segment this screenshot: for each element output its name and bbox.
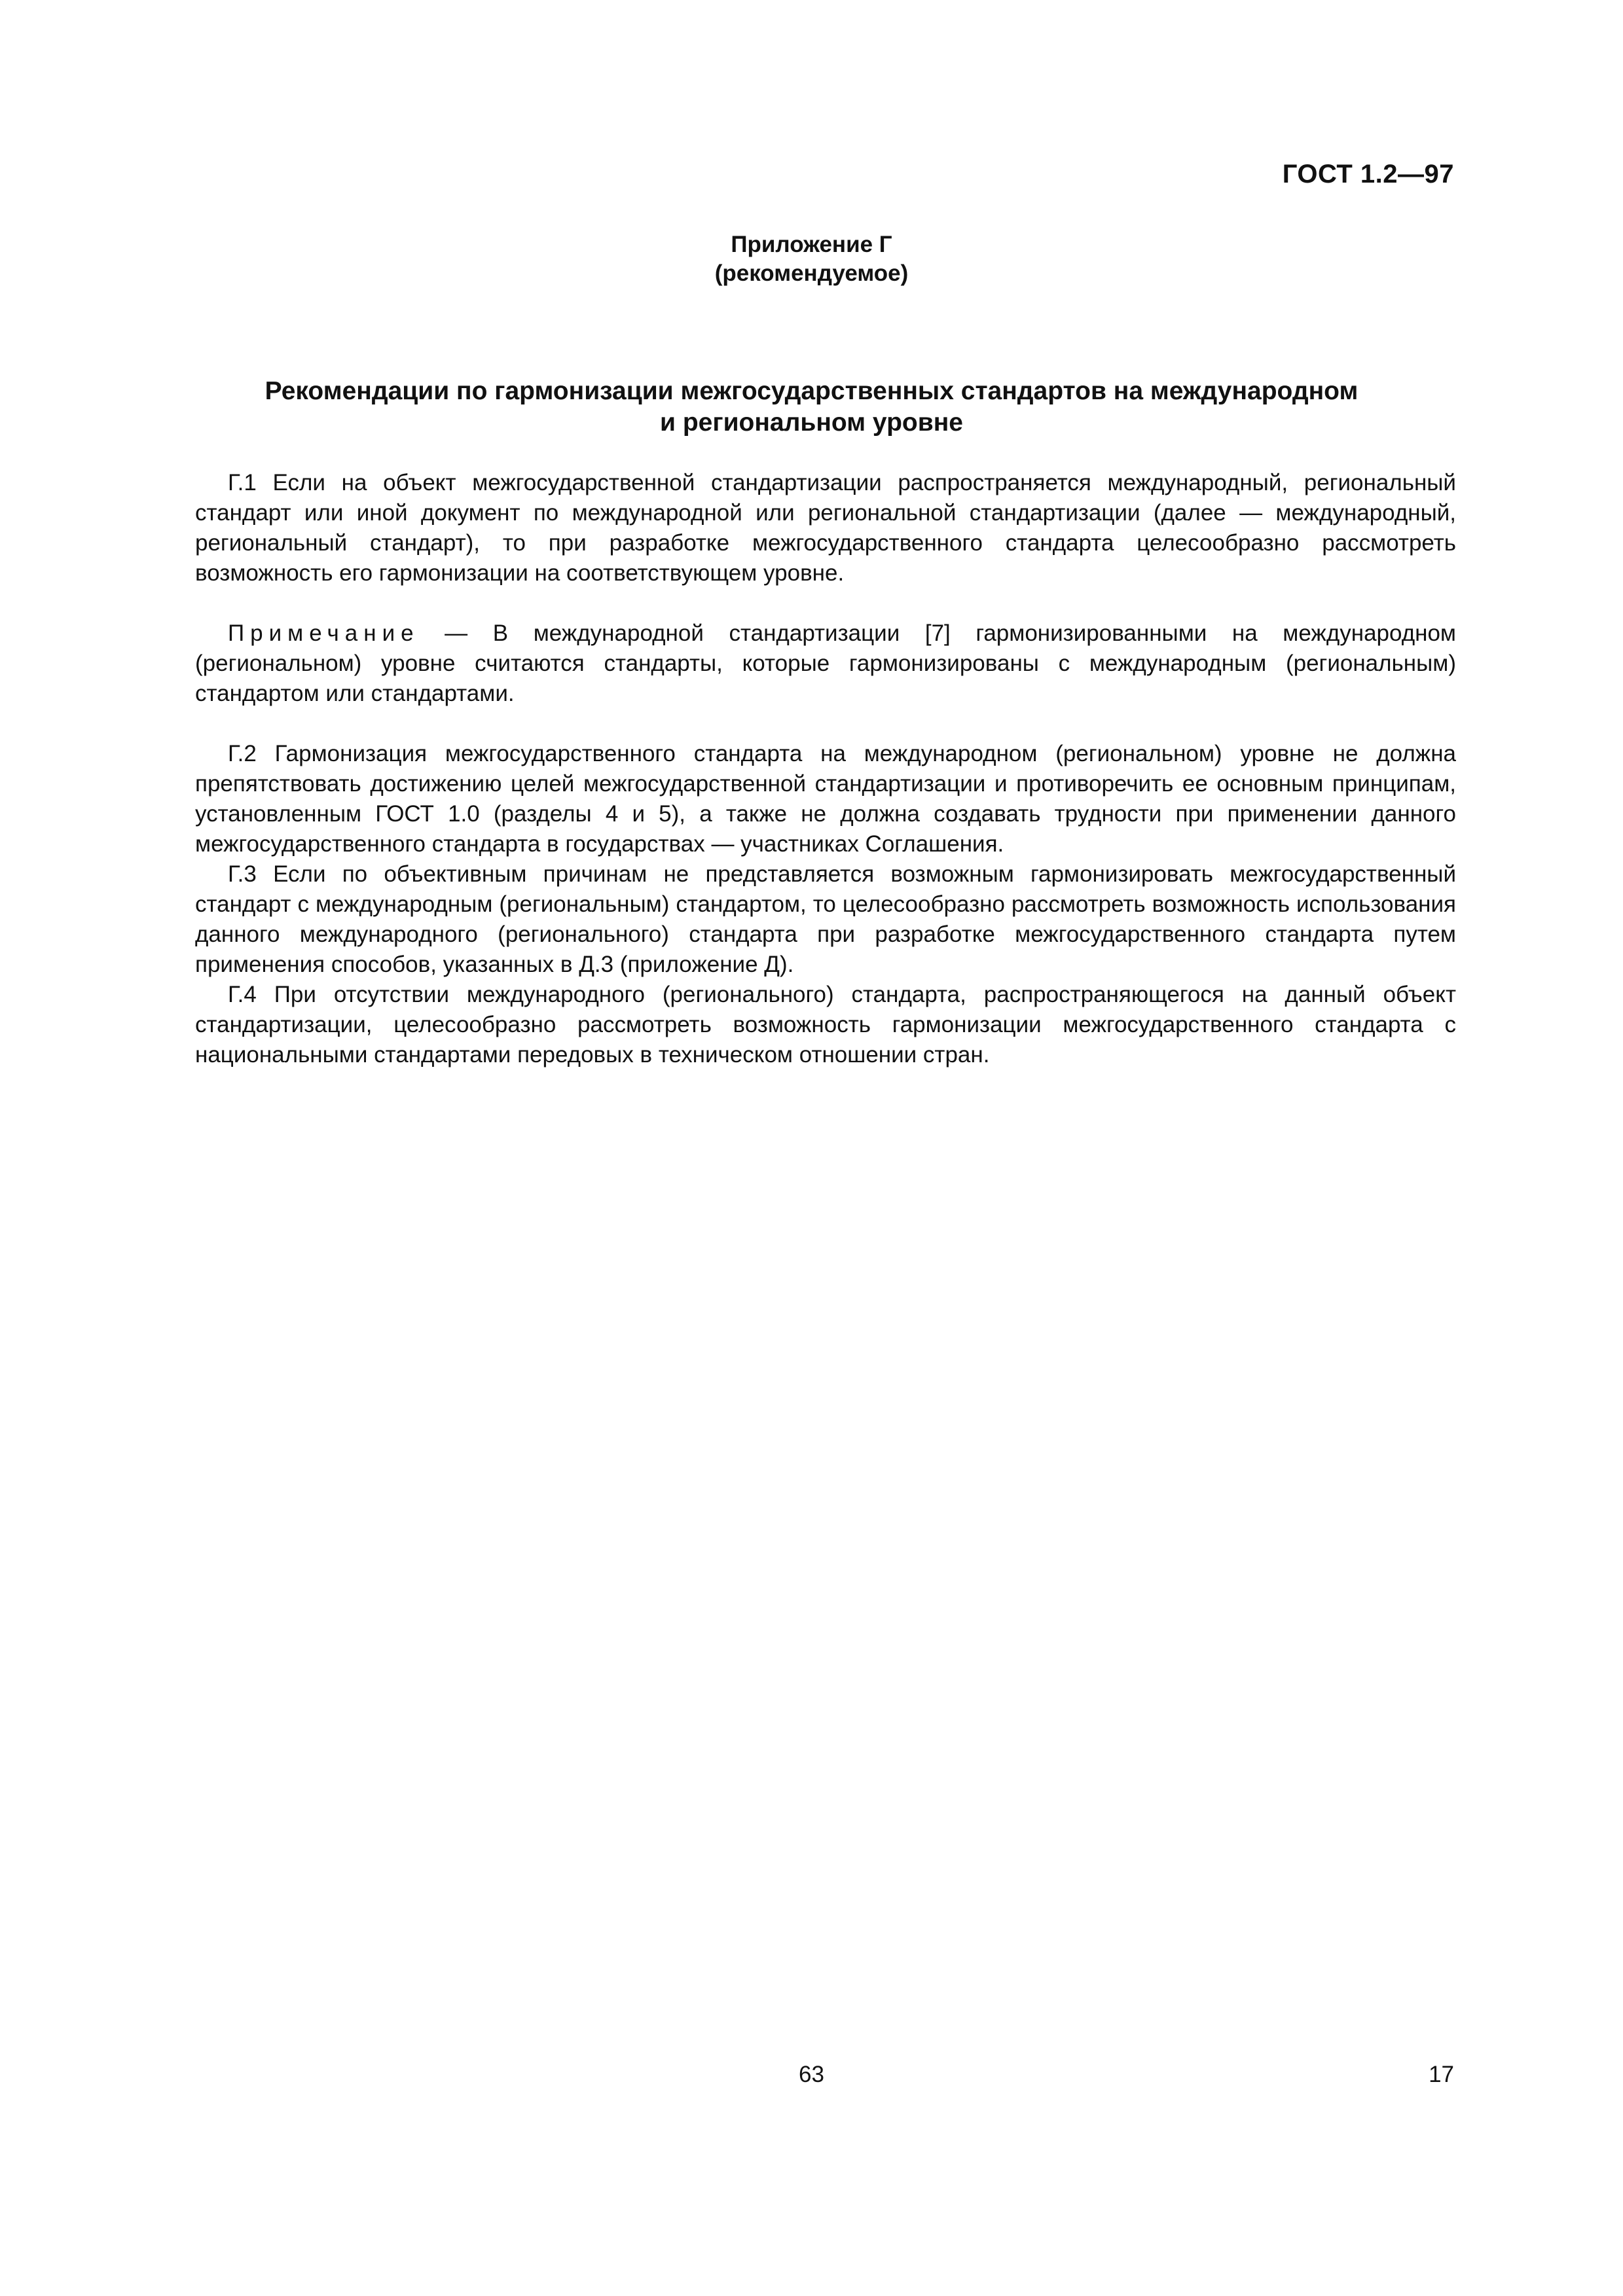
page-number-right: 17 (1429, 2062, 1454, 2087)
note-label: Примечание (228, 620, 420, 646)
paragraph-g4: Г.4 При отсутствии международного (регионального) стандарта, распространяющегося на данный объект стандартизации, целесообразно рассмотреть возможность гармонизации межгосударственного стандарта с национальными стандартами передовых в техническом отношении стран. (195, 982, 1456, 1067)
paragraph-g2: Г.2 Гармонизация межгосударственного стандарта на международном (региональном) уровне не должна препятствовать достижению целей межгосударственной стандартизации и противоречить ее основным принципам, установленным ГОСТ 1.0 (разделы 4 и 5), а также не должна создавать трудности при применении данного межгосударственного стандарта в государствах — участниках Соглашения. (195, 741, 1456, 857)
section-title-line-1: Рекомендации по гармонизации межгосударственных стандартов на международном (264, 377, 1359, 405)
section-title (196, 376, 1427, 439)
appendix-label: Приложение Г (731, 232, 892, 257)
note-text: — В международной стандартизации [7] гармонизированными на международном (региональном) уровне считаются стандарты, которые гармонизированы с международным (региональным) стандартом или стандартами. (195, 620, 1456, 706)
paragraph-g3: Г.3 Если по объективным причинам не представляется возможным гармонизировать межгосударственный стандарт с международным (региональным) стандартом, то целесообразно рассмотреть возможность использования данного международного (регионального) стандарта при разработке межгосударственного стандарта путем применения способов, указанных в Д.3 (приложение Д). (195, 861, 1456, 977)
section-title-line-2: и региональном уровне (660, 408, 963, 437)
document-code-header: ГОСТ 1.2—97 (1282, 160, 1454, 188)
note-paragraph (195, 619, 1456, 709)
paragraph-g1: Г.1 Если на объект межгосударственной стандартизации распространяется международный, региональный стандарт или иной документ по международной или региональной стандартизации (далее — международный, региональный стандарт), то при разработке межгосударственного стандарта целесообразно рассмотреть возможность его гармонизации на соответствующем уровне. (195, 470, 1456, 586)
page-number-center: 63 (799, 2062, 824, 2087)
appendix-heading (0, 230, 1623, 288)
appendix-status: (рекомендуемое) (714, 260, 909, 286)
document-body (195, 468, 1456, 1070)
